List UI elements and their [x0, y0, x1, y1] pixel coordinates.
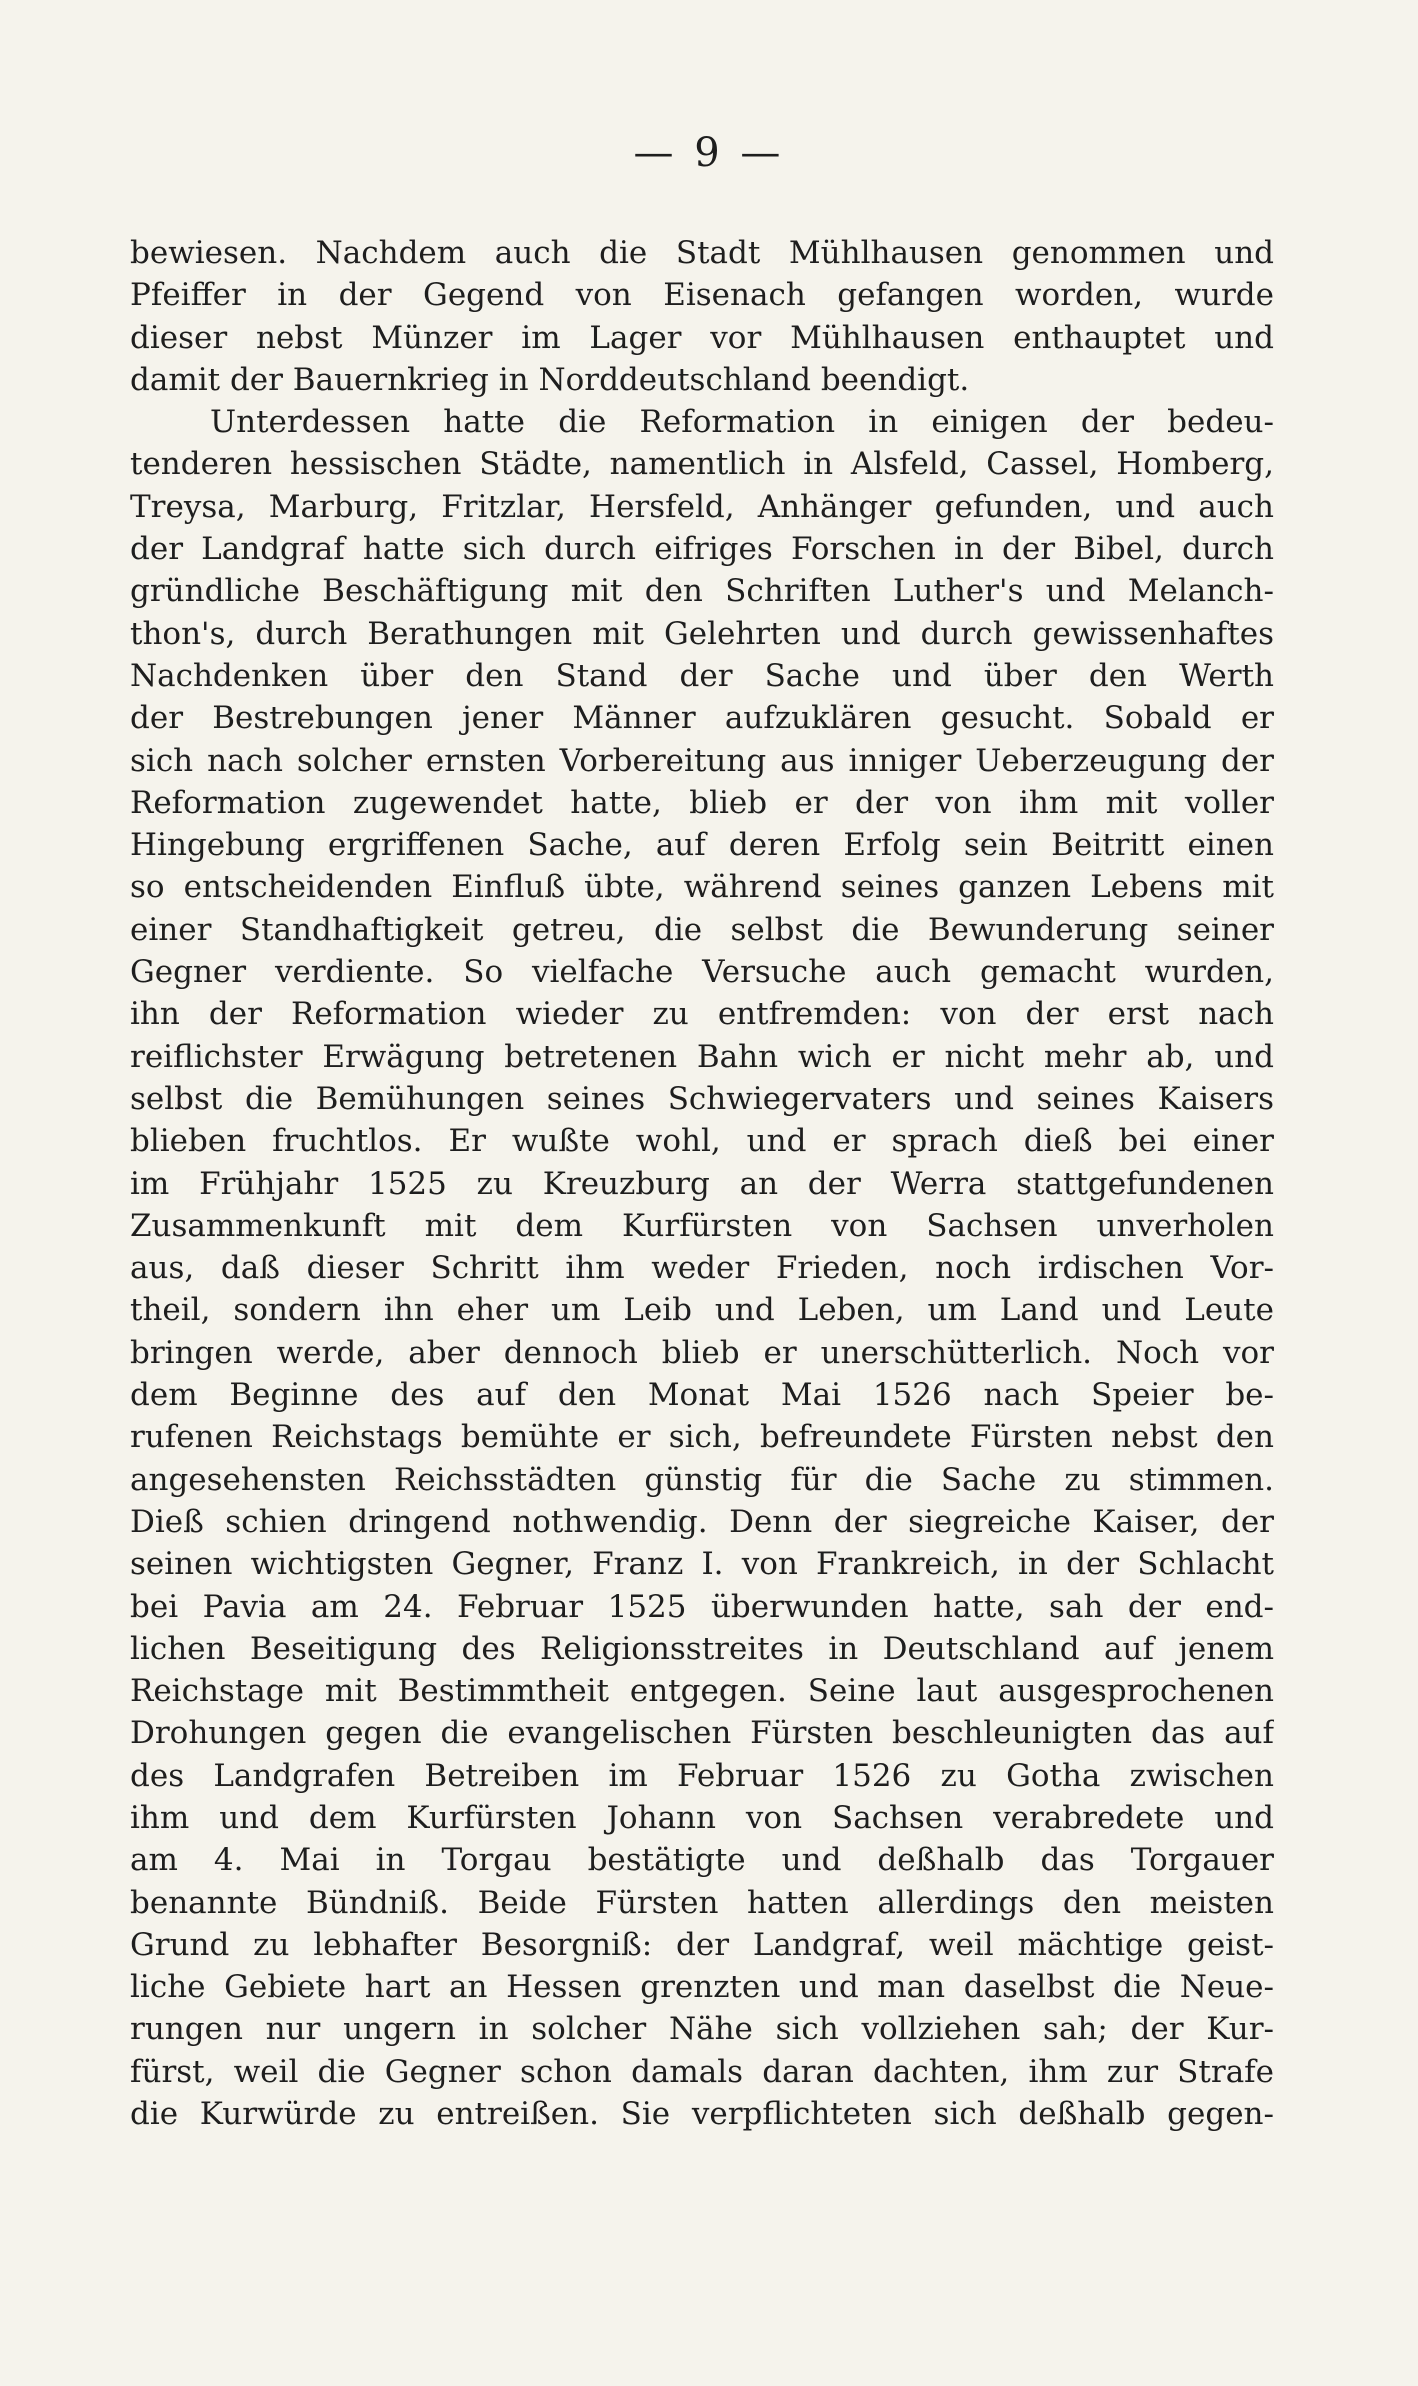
text-line: angesehensten Reichsstädten günstig für die Sache zu stimmen.	[130, 1461, 1274, 1498]
text-line: damit der Bauernkrieg in Norddeutschland beendigt.	[130, 361, 970, 398]
text-line: Grund zu lebhafter Besorgniß: der Landgraf, weil mächtige geist-	[130, 1926, 1274, 1963]
text-line: bei Pavia am 24. Februar 1525 überwunden hatte, sah der end-	[130, 1588, 1274, 1625]
text-line: Reichstage mit Bestimmtheit entgegen. Seine laut ausgesprochenen	[130, 1673, 1274, 1710]
text-line: theil, sondern ihn eher um Leib und Leben, um Land und Leute	[130, 1292, 1274, 1329]
text-line: Hingebung ergriffenen Sache, auf deren Erfolg sein Beitritt einen	[130, 827, 1274, 864]
text-line: rufenen Reichstags bemühte er sich, befreundete Fürsten nebst den	[130, 1419, 1274, 1456]
paragraph-first-line: Unterdessen hatte die Reformation in einigen der bedeu-	[210, 404, 1274, 441]
text-line: selbst die Bemühungen seines Schwiegervaters und seines Kaisers	[130, 1080, 1274, 1117]
text-line: so entscheidenden Einfluß übte, während seines ganzen Lebens mit	[130, 869, 1274, 906]
text-line: Nachdenken über den Stand der Sache und über den Werth	[130, 657, 1274, 694]
text-line: liche Gebiete hart an Hessen grenzten und man daselbst die Neue-	[130, 1969, 1274, 2006]
text-line: dem Beginne des auf den Monat Mai 1526 nach Speier be-	[130, 1377, 1274, 1414]
text-line: thon's, durch Berathungen mit Gelehrten und durch gewissenhaftes	[130, 615, 1274, 652]
body-text	[130, 232, 1274, 2135]
text-line: bringen werde, aber dennoch blieb er unerschütterlich. Noch vor	[130, 1334, 1274, 1371]
text-line: reiflichster Erwägung betretenen Bahn wich er nicht mehr ab, und	[130, 1038, 1274, 1075]
text-line: bewiesen. Nachdem auch die Stadt Mühlhausen genommen und	[130, 235, 1274, 271]
text-line: der Landgraf hatte sich durch eifriges Forschen in der Bibel, durch	[130, 531, 1274, 568]
text-line: fürst, weil die Gegner schon damals daran dachten, ihm zur Strafe	[130, 2053, 1274, 2090]
text-line: Treysa, Marburg, Fritzlar, Hersfeld, Anhänger gefunden, und auch	[130, 488, 1274, 525]
text-line: die Kurwürde zu entreißen. Sie verpflichteten sich deßhalb gegen-	[130, 2096, 1274, 2133]
text-line: blieben fruchtlos. Er wußte wohl, und er sprach dieß bei einer	[130, 1123, 1274, 1160]
text-line: lichen Beseitigung des Religionsstreites in Deutschland auf jenem	[130, 1630, 1274, 1667]
text-line: ihn der Reformation wieder zu entfremden: von der erst nach	[130, 996, 1274, 1033]
text-line: aus, daß dieser Schritt ihm weder Frieden, noch irdischen Vor-	[130, 1250, 1274, 1287]
text-line: am 4. Mai in Torgau bestätigte und deßhalb das Torgauer	[130, 1842, 1274, 1879]
text-line: Gegner verdiente. So vielfache Versuche auch gemacht wurden,	[130, 954, 1274, 991]
text-line: Pfeiffer in der Gegend von Eisenach gefangen worden, wurde	[130, 277, 1274, 314]
text-line: des Landgrafen Betreiben im Februar 1526 zu Gotha zwischen	[130, 1757, 1274, 1794]
text-line: ihm und dem Kurfürsten Johann von Sachsen verabredete und	[130, 1799, 1274, 1836]
text-line: Zusammenkunft mit dem Kurfürsten von Sachsen unverholen	[130, 1207, 1274, 1244]
text-line: rungen nur ungern in solcher Nähe sich vollziehen sah; der Kur-	[130, 2011, 1274, 2048]
page-number: — 9 —	[633, 130, 785, 176]
text-line: im Frühjahr 1525 zu Kreuzburg an der Werra stattgefundenen	[130, 1165, 1274, 1202]
text-line: Dieß schien dringend nothwendig. Denn der siegreiche Kaiser, der	[130, 1503, 1274, 1540]
text-line: tenderen hessischen Städte, namentlich in Alsfeld, Cassel, Homberg,	[130, 446, 1274, 483]
text-line: der Bestrebungen jener Männer aufzuklären gesucht. Sobald er	[130, 700, 1274, 737]
text-line: gründliche Beschäftigung mit den Schriften Luther's und Melanch-	[130, 573, 1274, 610]
text-line: sich nach solcher ernsten Vorbereitung aus inniger Ueberzeugung der	[130, 742, 1274, 779]
text-line: dieser nebst Münzer im Lager vor Mühlhausen enthauptet und	[130, 319, 1274, 356]
text-line: Drohungen gegen die evangelischen Fürsten beschleunigten das auf	[130, 1715, 1274, 1752]
text-line: seinen wichtigsten Gegner, Franz I. von Frankreich, in der Schlacht	[130, 1546, 1274, 1583]
text-line: benannte Bündniß. Beide Fürsten hatten allerdings den meisten	[130, 1884, 1274, 1921]
text-line: Reformation zugewendet hatte, blieb er der von ihm mit voller	[130, 784, 1274, 821]
text-line: einer Standhaftigkeit getreu, die selbst die Bewunderung seiner	[130, 911, 1274, 948]
